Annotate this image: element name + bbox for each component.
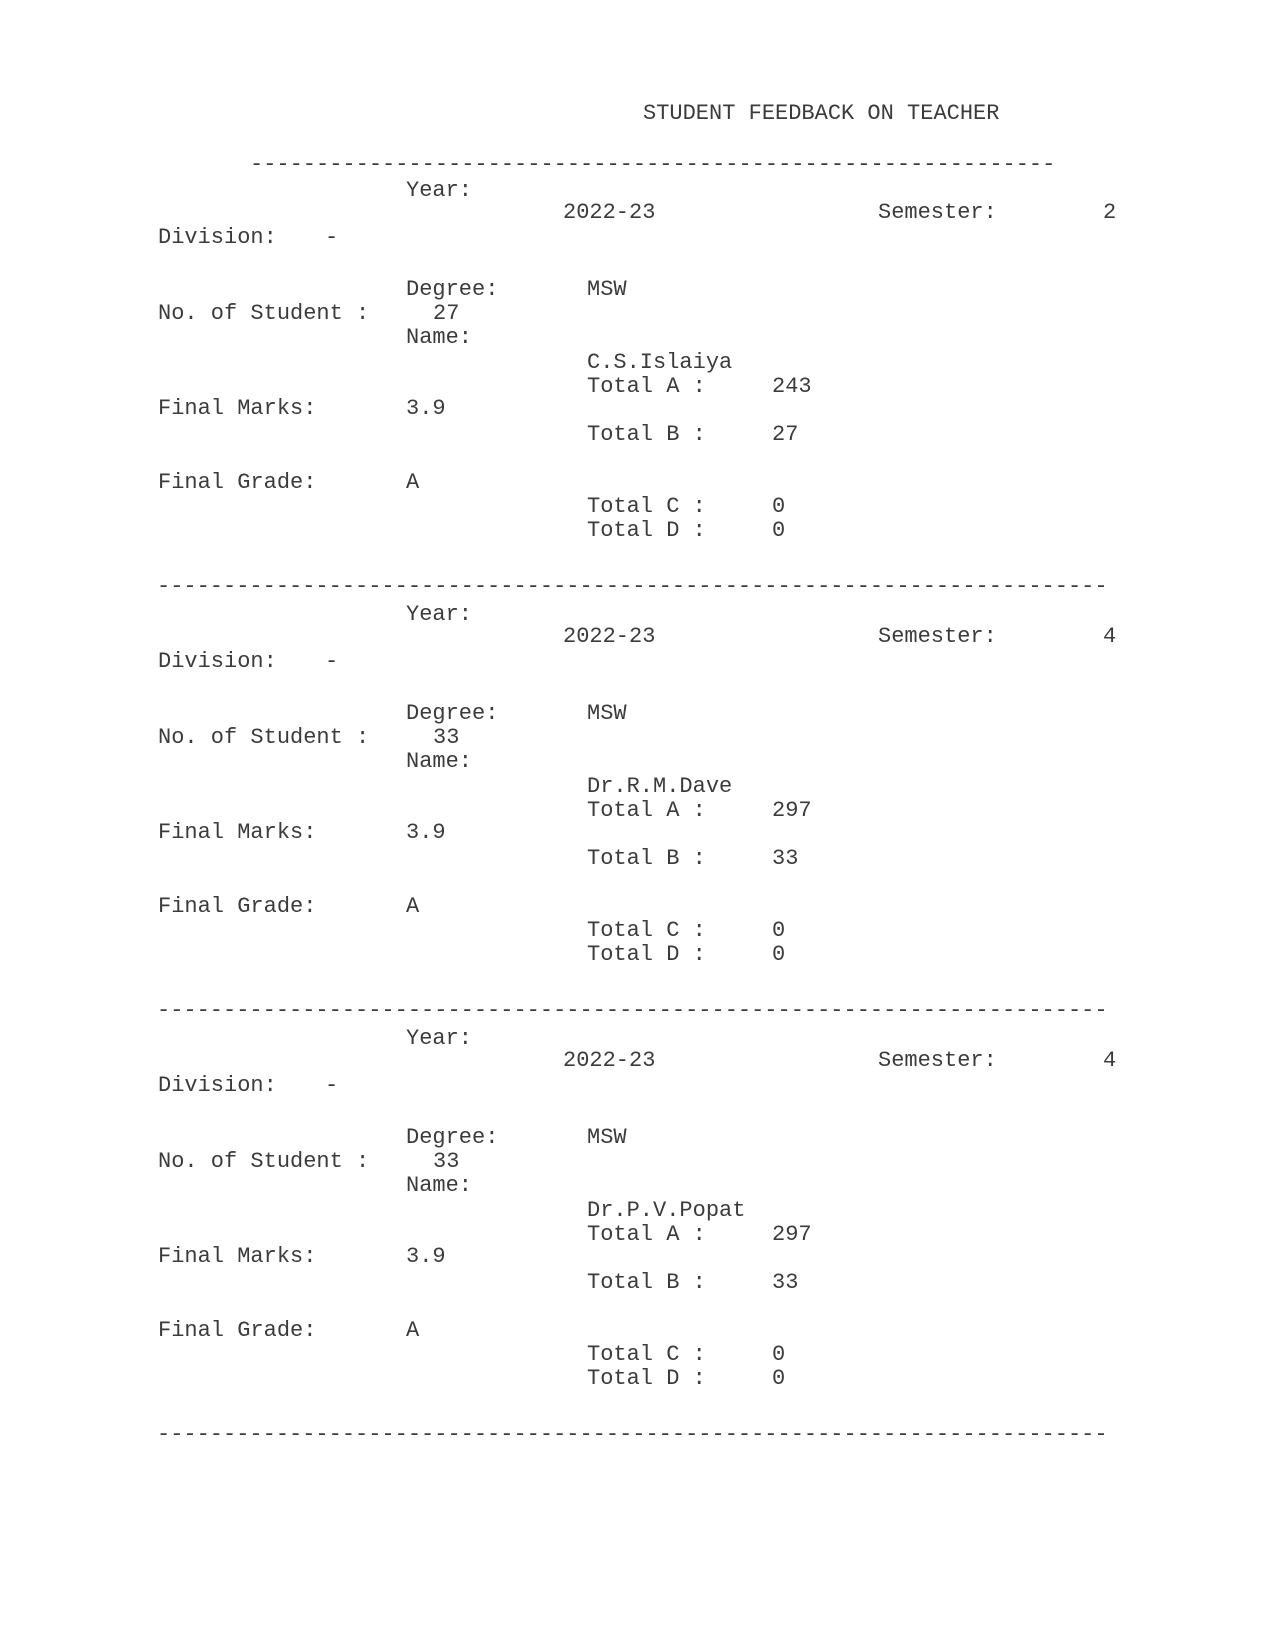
final-marks-label: Final Marks: <box>158 1244 317 1269</box>
name-label: Name: <box>406 325 473 350</box>
record-separator: ------------------------------------------------------------------------ <box>157 1422 1108 1447</box>
semester-value: 4 <box>1103 1048 1117 1073</box>
student-count-value: 33 <box>433 1149 460 1174</box>
division-value: - <box>325 225 339 250</box>
year-label: Year: <box>406 1026 473 1051</box>
division-label: Division: <box>158 1073 277 1098</box>
final-grade-value: A <box>406 894 420 919</box>
semester-value: 2 <box>1103 200 1117 225</box>
semester-label: Semester: <box>878 200 997 225</box>
year-value: 2022-23 <box>563 624 656 649</box>
total-b-label: Total B : <box>587 1270 706 1295</box>
feedback-record <box>0 180 1275 604</box>
semester-label: Semester: <box>878 624 997 649</box>
final-marks-value: 3.9 <box>406 820 446 845</box>
total-c-value: 0 <box>772 918 786 943</box>
final-grade-label: Final Grade: <box>158 470 317 495</box>
total-c-value: 0 <box>772 1342 786 1367</box>
name-label: Name: <box>406 1173 473 1198</box>
final-grade-label: Final Grade: <box>158 894 317 919</box>
total-b-label: Total B : <box>587 422 706 447</box>
year-label: Year: <box>406 602 473 627</box>
division-label: Division: <box>158 225 277 250</box>
feedback-record <box>0 604 1275 1028</box>
teacher-name: C.S.Islaiya <box>587 350 733 375</box>
total-d-label: Total D : <box>587 518 706 543</box>
total-c-value: 0 <box>772 494 786 519</box>
total-b-value: 33 <box>772 846 799 871</box>
student-count-label: No. of Student : <box>158 1149 370 1174</box>
degree-label: Degree: <box>406 1125 499 1150</box>
record-separator: ------------------------------------------------------------------------ <box>157 574 1108 599</box>
total-d-label: Total D : <box>587 942 706 967</box>
degree-label: Degree: <box>406 701 499 726</box>
teacher-name: Dr.R.M.Dave <box>587 774 733 799</box>
total-c-label: Total C : <box>587 1342 706 1367</box>
total-c-label: Total C : <box>587 918 706 943</box>
teacher-name: Dr.P.V.Popat <box>587 1198 746 1223</box>
final-marks-label: Final Marks: <box>158 396 317 421</box>
record-separator: ------------------------------------------------------------------------ <box>157 998 1108 1023</box>
total-d-value: 0 <box>772 942 786 967</box>
final-grade-label: Final Grade: <box>158 1318 317 1343</box>
degree-value: MSW <box>587 1125 627 1150</box>
total-a-value: 297 <box>772 1222 812 1247</box>
header-separator: ------------------------------------------------------------- <box>250 152 1056 177</box>
student-count-label: No. of Student : <box>158 725 370 750</box>
total-d-label: Total D : <box>587 1366 706 1391</box>
division-value: - <box>325 1073 339 1098</box>
total-b-value: 33 <box>772 1270 799 1295</box>
total-a-value: 297 <box>772 798 812 823</box>
year-value: 2022-23 <box>563 200 656 225</box>
year-value: 2022-23 <box>563 1048 656 1073</box>
semester-value: 4 <box>1103 624 1117 649</box>
total-c-label: Total C : <box>587 494 706 519</box>
total-d-value: 0 <box>772 518 786 543</box>
division-label: Division: <box>158 649 277 674</box>
division-value: - <box>325 649 339 674</box>
final-marks-value: 3.9 <box>406 396 446 421</box>
total-b-label: Total B : <box>587 846 706 871</box>
year-label: Year: <box>406 178 473 203</box>
final-marks-label: Final Marks: <box>158 820 317 845</box>
total-a-label: Total A : <box>587 374 706 399</box>
final-grade-value: A <box>406 1318 420 1343</box>
final-grade-value: A <box>406 470 420 495</box>
total-b-value: 27 <box>772 422 799 447</box>
total-a-value: 243 <box>772 374 812 399</box>
degree-value: MSW <box>587 701 627 726</box>
page-title: STUDENT FEEDBACK ON TEACHER <box>643 101 1000 126</box>
student-count-label: No. of Student : <box>158 301 370 326</box>
degree-label: Degree: <box>406 277 499 302</box>
feedback-record <box>0 1028 1275 1452</box>
total-a-label: Total A : <box>587 798 706 823</box>
final-marks-value: 3.9 <box>406 1244 446 1269</box>
semester-label: Semester: <box>878 1048 997 1073</box>
student-count-value: 27 <box>433 301 460 326</box>
total-a-label: Total A : <box>587 1222 706 1247</box>
student-count-value: 33 <box>433 725 460 750</box>
degree-value: MSW <box>587 277 627 302</box>
total-d-value: 0 <box>772 1366 786 1391</box>
name-label: Name: <box>406 749 473 774</box>
